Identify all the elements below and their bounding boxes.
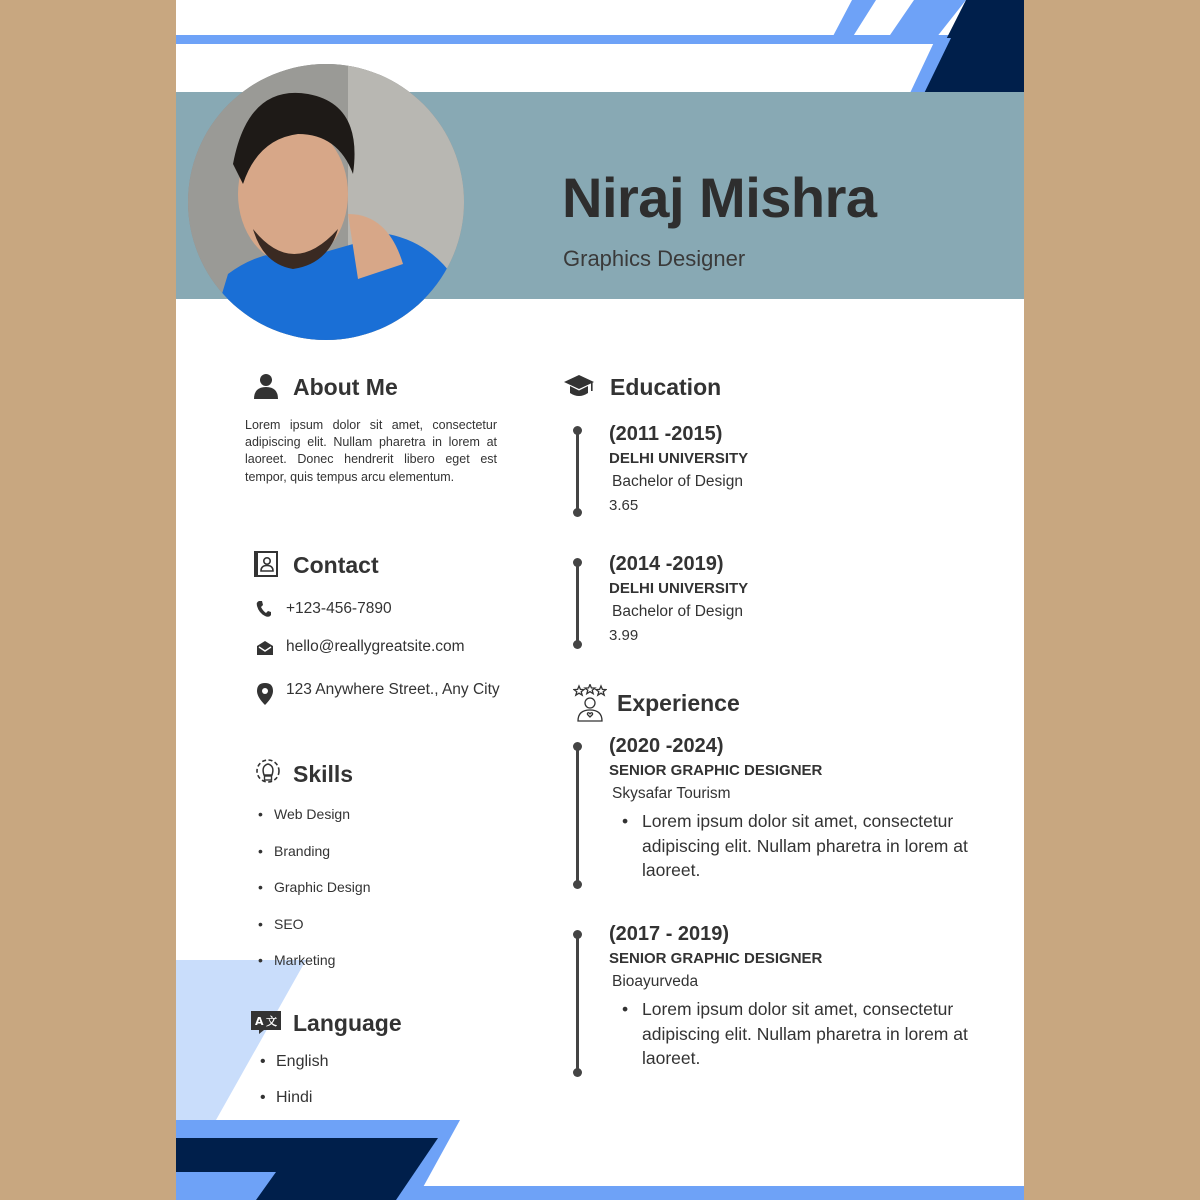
graduation-cap-icon [563, 374, 595, 400]
experience-entry [609, 923, 969, 1071]
profile-photo-illustration [188, 64, 464, 340]
candidate-name: Niraj Mishra [562, 166, 877, 229]
language-item: • English [258, 1053, 328, 1089]
contact-heading: Contact [293, 552, 379, 578]
contact-email: hello@reallygreatsite.com [286, 638, 465, 655]
education-timeline-2 [576, 562, 579, 644]
svg-text:A: A [255, 1015, 264, 1028]
lightbulb-gear-icon [253, 757, 283, 787]
contact-book-icon [253, 550, 279, 578]
timeline-dot [573, 930, 582, 939]
experience-description: • Lorem ipsum dolor sit amet, consectetur adipiscing elit. Nullam pharetra in lorem at laoreet. [609, 997, 969, 1071]
experience-position: SENIOR GRAPHIC DESIGNER [609, 762, 823, 779]
skill-item: • Graphic Design [256, 879, 371, 916]
experience-timeline-2 [576, 934, 579, 1072]
skill-item: • Branding [256, 843, 371, 880]
education-gpa: 3.99 [609, 627, 639, 644]
education-school: DELHI UNIVERSITY [609, 580, 749, 597]
skills-list [256, 806, 371, 989]
language-list [258, 1053, 328, 1125]
star-person-icon [573, 684, 607, 722]
candidate-title: Graphics Designer [563, 246, 746, 271]
location-pin-icon [256, 682, 274, 706]
envelope-icon [256, 640, 274, 656]
contact-address: 123 Anywhere Street., Any City [286, 681, 500, 698]
education-school: DELHI UNIVERSITY [609, 450, 749, 467]
education-years: (2014 -2019) [609, 553, 724, 575]
phone-icon [256, 600, 272, 618]
education-years: (2011 -2015) [609, 423, 723, 445]
about-text: Lorem ipsum dolor sit amet, consectetur adipiscing elit. Nullam pharetra in lorem at laoreet. Donec hendrerit libero eget est tempor, quis tempus arcu elementum. [245, 418, 497, 484]
svg-text:文: 文 [266, 1015, 277, 1028]
experience-company: Bioayurveda [612, 973, 699, 990]
education-timeline-1 [576, 430, 579, 512]
timeline-dot [573, 742, 582, 751]
experience-position: SENIOR GRAPHIC DESIGNER [609, 950, 823, 967]
skill-item: • SEO [256, 916, 371, 953]
education-degree: Bachelor of Design [612, 473, 743, 490]
skill-item: • Marketing [256, 952, 371, 989]
timeline-dot [573, 558, 582, 567]
experience-description: • Lorem ipsum dolor sit amet, consectetur adipiscing elit. Nullam pharetra in lorem at laoreet. [609, 809, 969, 883]
experience-timeline-1 [576, 746, 579, 884]
experience-heading: Experience [617, 690, 740, 716]
education-entry [609, 423, 748, 514]
timeline-dot [573, 1068, 582, 1077]
contact-phone: +123-456-7890 [286, 600, 392, 617]
experience-years: (2017 - 2019) [609, 923, 730, 945]
education-entry [609, 553, 748, 644]
language-heading: Language [293, 1010, 402, 1036]
translate-icon [250, 1010, 282, 1034]
timeline-dot [573, 880, 582, 889]
language-item: • Hindi [258, 1089, 328, 1125]
timeline-dot [573, 640, 582, 649]
skill-item: • Web Design [256, 806, 371, 843]
person-icon [254, 373, 278, 399]
experience-company: Skysafar Tourism [612, 785, 731, 802]
resume-page [176, 0, 1024, 1200]
skills-heading: Skills [293, 761, 354, 787]
timeline-dot [573, 426, 582, 435]
timeline-dot [573, 508, 582, 517]
experience-entry [609, 735, 969, 883]
experience-years: (2020 -2024) [609, 735, 724, 757]
education-heading: Education [610, 374, 722, 400]
education-degree: Bachelor of Design [612, 603, 743, 620]
profile-photo [188, 64, 464, 340]
about-heading: About Me [293, 374, 398, 400]
education-gpa: 3.65 [609, 497, 639, 514]
